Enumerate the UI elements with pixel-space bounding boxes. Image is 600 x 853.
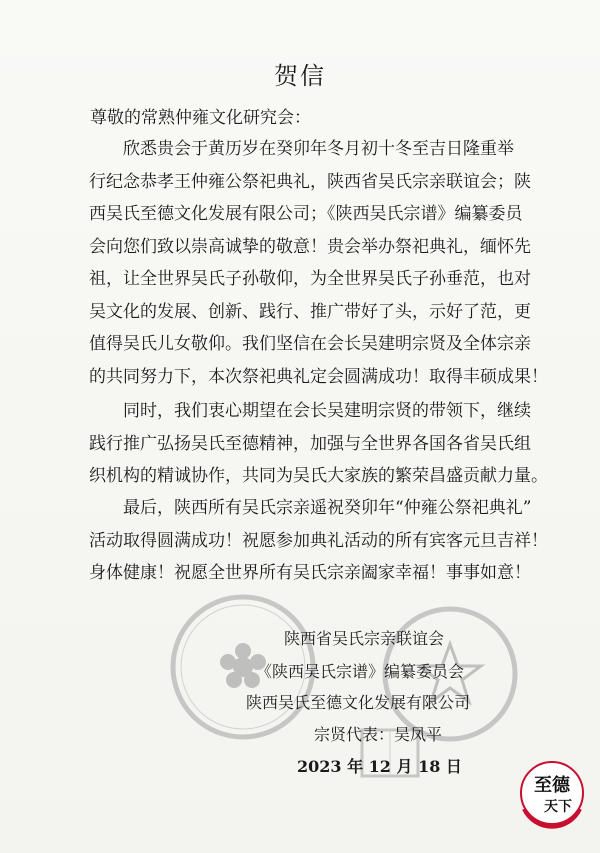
- paragraph-2: [89, 395, 548, 493]
- letter-title: 贺信: [274, 62, 326, 90]
- signature-org-1: 陕西省吴氏宗亲联谊会: [284, 629, 445, 648]
- paragraph-line: 欣悉贵会于黄历岁在癸卯年冬月初十冬至吉日隆重举: [89, 139, 514, 159]
- paragraph-line: 身体健康！祝愿全世界所有吴氏宗亲阖家幸福！事事如意！: [89, 563, 531, 583]
- zhide-tianxia-logo: [518, 757, 586, 829]
- paragraph-line: 值得吴氏儿女敬仰。我们坚信在会长吴建明宗贤及全体宗亲: [89, 334, 531, 354]
- paragraph-line: 活动取得圆满成功！祝愿参加典礼活动的所有宾客元旦吉祥！: [89, 530, 548, 551]
- paragraph-line: 吴文化的发展、创新、践行、推广带好了头，示好了范，更: [89, 301, 531, 322]
- svg-text:天下: 天下: [544, 799, 572, 815]
- signature-org-2: 《陕西吴氏宗谱》编纂委员会: [256, 662, 465, 681]
- signature-representative: 宗贤代表：吴凤平: [314, 725, 443, 744]
- paragraph-line: 践行推广弘扬吴氏至德精神，加强与全世界各国各省吴氏组: [89, 433, 531, 454]
- paragraph-line: 会向您们致以崇高诚挚的敬意！贵会举办祭祀典礼，缅怀先: [89, 236, 531, 257]
- paragraph-1: [89, 133, 548, 393]
- paragraph-line: 织机构的精诚协作，共同为吴氏大家族的繁荣昌盛贡献力量。: [89, 466, 548, 486]
- paragraph-line: 同时，我们衷心期望在会长吴建明宗贤的带领下，继续: [89, 401, 531, 421]
- salutation: 尊敬的常熟仲雍文化研究会：: [90, 108, 311, 128]
- paragraph-line: 祖，让全世界吴氏子孙敬仰，为全世界吴氏子孙垂范，也对: [89, 269, 531, 289]
- paragraph-3: [89, 492, 548, 590]
- paragraph-line: 西吴氏至德文化发展有限公司；《陕西吴氏宗谱》编纂委员: [89, 204, 523, 224]
- signature-org-3: 陕西吴氏至德文化发展有限公司: [246, 693, 471, 712]
- signature-date: 2023 年 12 月 18 日: [297, 757, 462, 776]
- paragraph-line: 的共同努力下，本次祭祀典礼定会圆满成功！取得丰硕成果！: [89, 366, 548, 387]
- paragraph-line: 行纪念恭孝王仲雍公祭祀典礼，陕西省吴氏宗亲联谊会；陕: [89, 171, 531, 192]
- paragraph-line: 最后，陕西所有吴氏宗亲遥祝癸卯年“仲雍公祭祀典礼”: [89, 498, 532, 518]
- svg-text:至德: 至德: [534, 775, 570, 796]
